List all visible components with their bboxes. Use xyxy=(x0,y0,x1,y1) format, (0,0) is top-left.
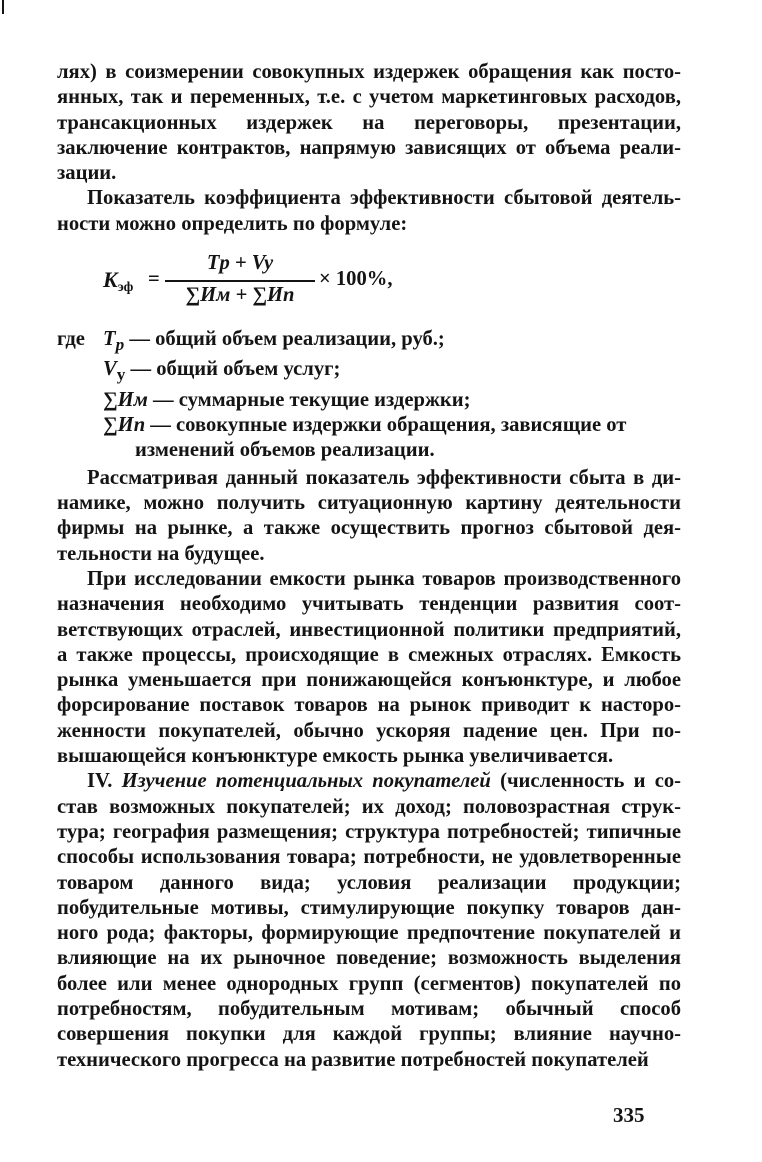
formula-equals: = xyxy=(148,268,160,291)
definition-symbol-sub: у xyxy=(116,365,126,385)
definition-row xyxy=(57,327,681,357)
paragraph-1: лях) в соизмерении совокупных издержек обращения как постоянных, так и переменных, т.е. с учетом маркетинговых расходов, трансакционных издержек на переговоры, презентации, заключение контрактов, напрямую зависящих от объема реализации. xyxy=(57,61,681,185)
formula-fraction-bar xyxy=(165,280,315,282)
paragraph-4: При исследовании емкости рынка товаров производственного назначения необходимо учитывать тенденции развития соответствующих отраслей, инвестиционной политики предприятий, а также процессы, происходящие в смежных отраслях. Емкость рынка уменьшается при понижающейся конъюнктуре, и любое форсирование поставок товаров на рынок приводит к настороженности покупателей, обычно ускоряя падение цен. При повышающейся конъюнктуре емкость рынка увеличивается. xyxy=(57,567,681,768)
definition-text: — суммарные текущие издержки; xyxy=(147,388,471,411)
definition-item xyxy=(103,388,681,413)
definition-row xyxy=(57,357,681,387)
section-text: (численность и состав возможных покупателей; их доход; половозрастная структура; география размещения; структура потребностей; типичные способы использования товара; потребности, не удовлетворенные товаром данного вида; условия реализации продукции; побудительные мотивы, стимулирующие покупку товаров данного рода; факторы, формирующие предпочтение покупателей и влияющие на их рыночное поведение; возможность выделения более или менее однородных групп (сегментов) покупателей по потребностям, побудительным мотивам; обычный способ совершения покупки для каждой группы; влияние научно-технического прогресса на развитие потребностей покупателей xyxy=(57,770,681,1071)
definition-item xyxy=(103,357,681,387)
definition-item xyxy=(103,413,681,438)
paragraph-2: Показатель коэффициента эффективности сбытовой деятельности можно определить по формуле: xyxy=(57,187,681,235)
definition-item xyxy=(103,327,681,357)
definition-row xyxy=(57,388,681,413)
paragraph-3: Рассматривая данный показатель эффективности сбыта в динамике, можно получить ситуационную картину деятельности фирмы на рынке, а также осуществить прогноз сбытовой деятельности на будущее. xyxy=(57,466,681,565)
section-number: IV. xyxy=(87,770,122,793)
paragraph-5 xyxy=(57,769,681,1073)
definitions-lead: где xyxy=(57,328,85,351)
page-text xyxy=(57,60,681,1073)
definition-symbol-sub: p xyxy=(115,335,125,355)
page-number: 335 xyxy=(613,1103,645,1127)
definition-text: — общий объем реализации, руб.; xyxy=(124,328,445,351)
definitions-list xyxy=(57,327,681,464)
definition-text: — совокупные издержки обращения, зависящие от xyxy=(145,414,627,437)
definition-text: — общий объем услуг; xyxy=(125,358,341,381)
formula-multiplier: × 100%, xyxy=(319,268,393,291)
definition-symbol: V xyxy=(103,358,117,381)
scan-edge-mark xyxy=(2,0,4,14)
efficiency-formula xyxy=(57,243,681,323)
section-heading-italic: Изучение потенциальных покупателей xyxy=(121,770,491,793)
definition-symbol: ∑Им xyxy=(103,388,148,411)
definition-continuation: изменений объемов реализации. xyxy=(135,439,435,462)
definition-row xyxy=(57,413,681,438)
formula-lhs-subscript: эф xyxy=(117,280,134,296)
definition-symbol: ∑Ип xyxy=(103,414,146,437)
formula-lhs xyxy=(103,267,133,300)
formula-denominator: ∑Им + ∑Ип xyxy=(185,284,295,307)
formula-lhs-symbol: K xyxy=(103,267,118,293)
definition-symbol: T xyxy=(103,328,116,351)
formula-numerator: Tp + Vy xyxy=(206,252,274,275)
